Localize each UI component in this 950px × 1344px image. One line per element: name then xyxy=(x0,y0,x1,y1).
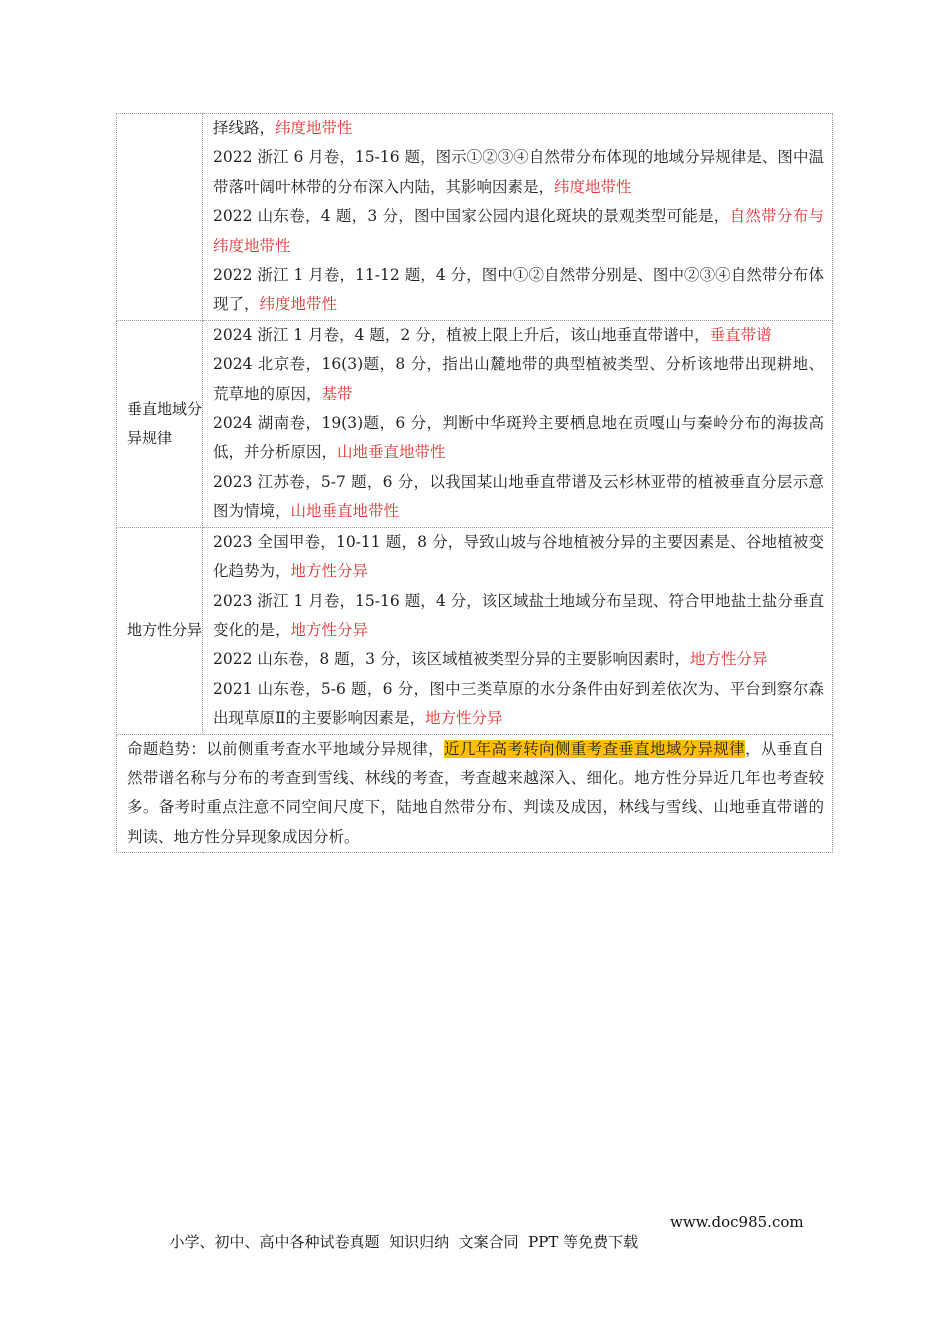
summary-text: ，从垂直自然带谱名称与分布的考查到雪线、林线的考查，考查越来越深入、细化。地方性分异近几年也考查较多。备考时重点注意不同空间尺度下，陆地自然带分布、判读及成因，林线与雪线、山地垂直带谱的判读、地方性分异现象成因分析。 xyxy=(127,739,824,846)
item-text: 2024 北京卷，16(3)题，8 分，指出山麓地带的典型植被类型、分析该地带出现耕地、荒草地的原因， xyxy=(213,355,824,403)
item-answer: 地方性分异 xyxy=(425,709,503,728)
items-cell xyxy=(203,527,833,734)
item-text: 2023 江苏卷，5-7 题，6 分，以我国某山地垂直带谱及云杉林亚带的植被垂直分层示意图为情境， xyxy=(213,472,824,521)
list-item xyxy=(213,675,824,734)
item-text: 2022 山东卷，8 题，3 分，该区域植被类型分异的主要影响因素时， xyxy=(213,650,690,669)
category-cell xyxy=(117,114,203,321)
list-item xyxy=(213,409,824,468)
item-text: 2022 山东卷，4 题，3 分，图中国家公园内退化斑块的景观类型可能是， xyxy=(213,207,730,226)
item-text: 2024 浙江 1 月卷，4 题，2 分，植被上限上升后，该山地垂直带谱中， xyxy=(213,325,710,344)
item-answer: 自然带分布与纬度地带性 xyxy=(213,207,824,255)
item-answer: 纬度地带性 xyxy=(554,177,632,196)
category-cell: 垂直地域分异规律 xyxy=(117,320,203,527)
item-text: 2023 全国甲卷，10-11 题，8 分，导致山坡与谷地植被分异的主要因素是、谷地植被变化趋势为， xyxy=(213,532,824,581)
item-answer: 山地垂直地带性 xyxy=(337,443,446,462)
summary-paragraph xyxy=(127,735,824,853)
item-text: 2024 湖南卷，19(3)题，6 分，判断中华斑羚主要栖息地在贡嘎山与秦岭分布的海拔高低，并分析原因， xyxy=(213,414,824,462)
item-answer: 垂直带谱 xyxy=(709,325,772,344)
list-item xyxy=(213,645,824,674)
list-item xyxy=(213,350,824,409)
page-footer xyxy=(160,1213,804,1270)
item-answer: 纬度地带性 xyxy=(275,119,353,137)
exam-analysis-table xyxy=(116,113,833,853)
table-row xyxy=(117,114,833,321)
item-text: 2022 浙江 6 月卷，15-16 题，图示①②③④自然带分布体现的地域分异规律是、图中温带落叶阔叶林带的分布深入内陆，其影响因素是， xyxy=(213,148,824,196)
list-item xyxy=(213,528,824,587)
list-item xyxy=(213,114,824,143)
table-row xyxy=(117,320,833,527)
summary-cell xyxy=(117,734,833,853)
summary-text: 命题趋势：以前侧重考查水平地域分异规律， xyxy=(127,739,444,758)
list-item xyxy=(213,202,824,261)
item-answer: 地方性分异 xyxy=(689,650,768,669)
item-answer: 地方性分异 xyxy=(290,562,369,581)
item-answer: 山地垂直地带性 xyxy=(290,502,400,521)
list-item xyxy=(213,468,824,527)
list-item xyxy=(213,261,824,320)
category-cell: 地方性分异 xyxy=(117,527,203,734)
list-item xyxy=(213,143,824,202)
items-cell xyxy=(203,320,833,527)
summary-row xyxy=(117,734,833,853)
footer-text: 小学、初中、高中各种试卷真题 知识归纳 文案合同 PPT 等免费下载 xyxy=(169,1233,639,1251)
table-row xyxy=(117,527,833,734)
items-cell xyxy=(203,114,833,321)
item-text: 2022 浙江 1 月卷，11-12 题，4 分，图中①②自然带分别是、图中②③④自然带分布体现了， xyxy=(213,266,824,314)
list-item xyxy=(213,587,824,646)
item-answer: 地方性分异 xyxy=(290,620,369,639)
footer-url[interactable]: www.doc985.com xyxy=(670,1213,804,1231)
item-answer: 基带 xyxy=(321,384,353,403)
list-item xyxy=(213,321,824,350)
item-text: 2023 浙江 1 月卷，15-16 题，4 分，该区域盐土地域分布呈现、符合甲地盐土盐分垂直变化的是， xyxy=(213,591,824,639)
item-answer: 纬度地带性 xyxy=(259,295,338,314)
item-text: 择线路， xyxy=(213,119,276,137)
item-text: 2021 山东卷，5-6 题，6 分，图中三类草原的水分条件由好到差依次为、平台到察尔森出现草原Ⅱ的主要影响因素是， xyxy=(213,679,824,728)
summary-highlight: 近几年高考转向侧重考查垂直地域分异规律 xyxy=(443,739,746,758)
